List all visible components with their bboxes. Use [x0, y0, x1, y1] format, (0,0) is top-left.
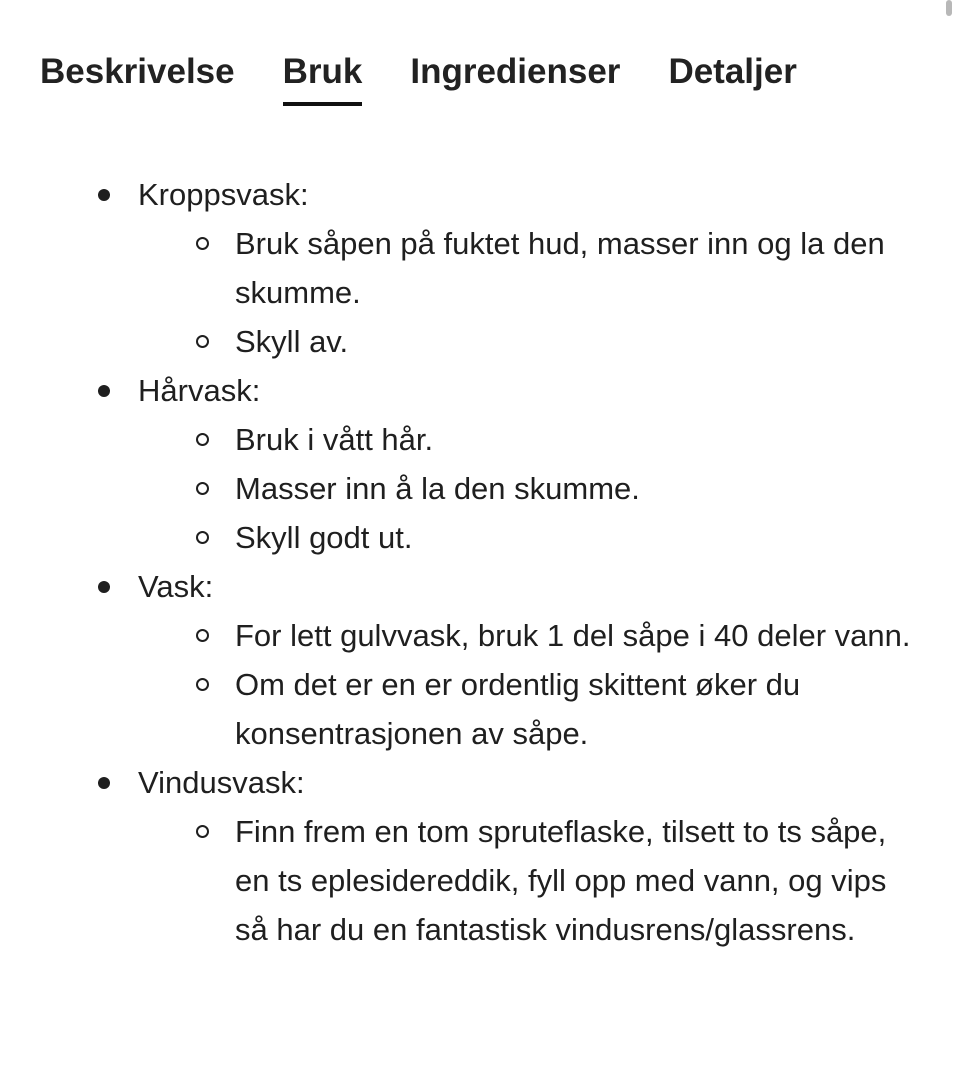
usage-item-vindusvask — [0, 758, 960, 954]
usage-step — [138, 513, 960, 562]
bullet-circle-icon — [196, 531, 209, 544]
tab-bruk[interactable]: Bruk — [283, 52, 363, 106]
usage-title: Kroppsvask: — [138, 177, 309, 212]
tab-beskrivelse[interactable]: Beskrivelse — [40, 52, 235, 91]
usage-step-text: Bruk såpen på fuktet hud, masser inn og la den skumme. — [235, 226, 885, 310]
usage-step — [138, 317, 960, 366]
usage-steps — [138, 611, 960, 758]
usage-step-text: Skyll av. — [235, 324, 349, 359]
usage-item-vask — [0, 562, 960, 758]
bullet-disc-icon — [98, 385, 110, 397]
usage-step — [138, 415, 960, 464]
usage-step-text: Skyll godt ut. — [235, 520, 413, 555]
usage-step — [138, 464, 960, 513]
bullet-disc-icon — [98, 777, 110, 789]
bullet-disc-icon — [98, 189, 110, 201]
usage-title: Vask: — [138, 569, 214, 604]
scrollbar-thumb[interactable] — [946, 0, 952, 16]
bullet-disc-icon — [98, 581, 110, 593]
usage-step-text: Bruk i vått hår. — [235, 422, 434, 457]
tab-ingredienser[interactable]: Ingredienser — [410, 52, 621, 91]
usage-step-text: Om det er en er ordentlig skittent øker du konsentrasjonen av såpe. — [235, 667, 801, 751]
usage-step-text: Masser inn å la den skumme. — [235, 471, 640, 506]
bullet-circle-icon — [196, 237, 209, 250]
usage-steps — [138, 415, 960, 562]
usage-panel — [0, 170, 960, 954]
bullet-circle-icon — [196, 335, 209, 348]
bullet-circle-icon — [196, 629, 209, 642]
usage-step — [138, 219, 960, 317]
usage-title: Hårvask: — [138, 373, 261, 408]
usage-step — [138, 611, 960, 660]
usage-steps — [138, 807, 960, 954]
usage-item-harvask — [0, 366, 960, 562]
product-tabs — [40, 52, 845, 106]
bullet-circle-icon — [196, 433, 209, 446]
usage-step — [138, 807, 960, 954]
usage-step — [138, 660, 960, 758]
usage-step-text: For lett gulvvask, bruk 1 del såpe i 40 deler vann. — [235, 618, 911, 653]
bullet-circle-icon — [196, 482, 209, 495]
usage-item-kroppsvask — [0, 170, 960, 366]
usage-steps — [138, 219, 960, 366]
usage-title: Vindusvask: — [138, 765, 305, 800]
usage-step-text: Finn frem en tom spruteflaske, tilsett to ts såpe, en ts eplesidereddik, fyll opp med vann, og vips så har du en fantastisk vindusrens/glassrens. — [235, 814, 887, 947]
bullet-circle-icon — [196, 825, 209, 838]
tab-detaljer[interactable]: Detaljer — [668, 52, 797, 91]
bullet-circle-icon — [196, 678, 209, 691]
usage-list — [0, 170, 960, 954]
